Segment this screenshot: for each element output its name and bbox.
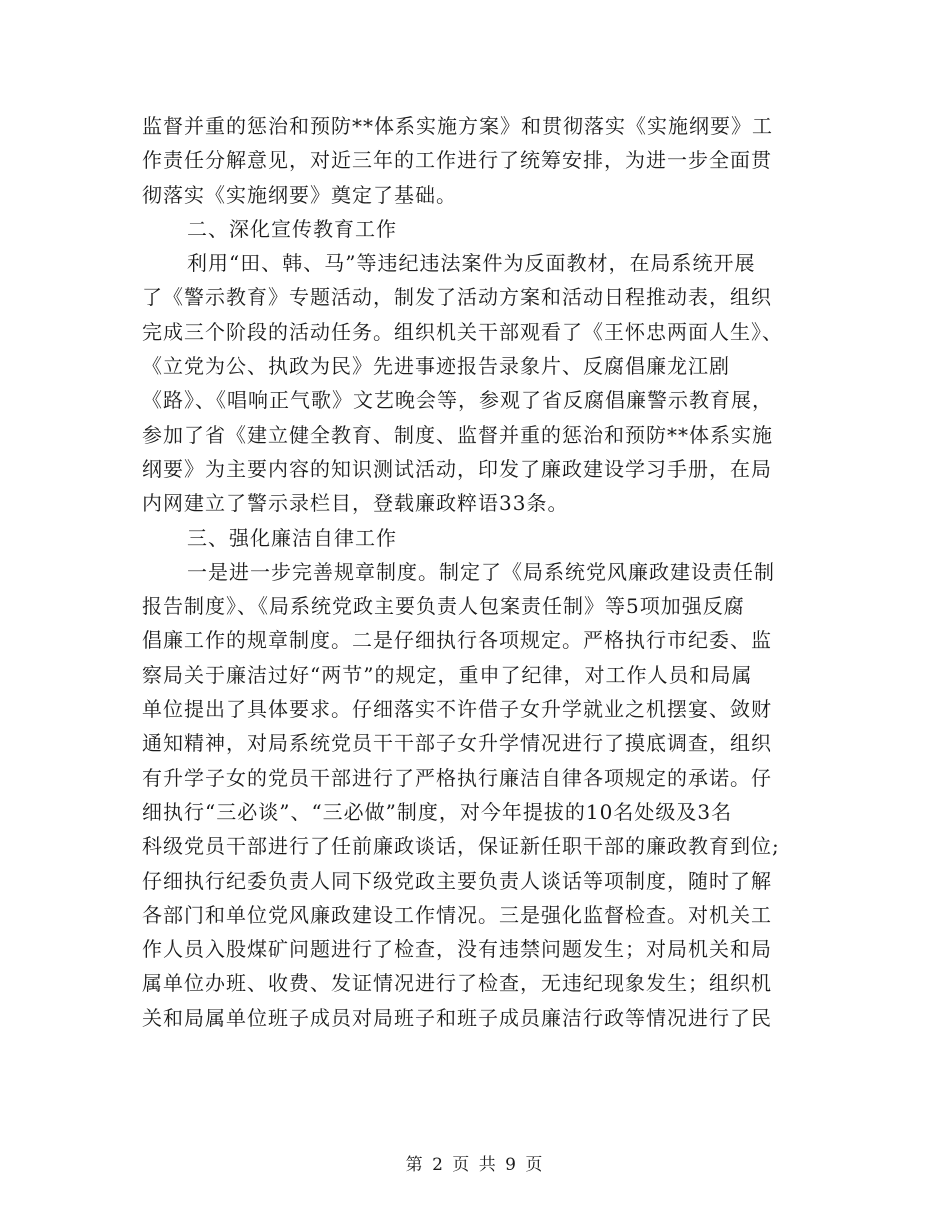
paragraph-line: 报告制度》、《局系统党政主要负责人包案责任制》等5项加强反腐 bbox=[142, 594, 745, 619]
paragraph-line: 倡廉工作的规章制度。二是仔细执行各项规定。严格执行市纪委、监 bbox=[142, 628, 772, 653]
paragraph-line-indented: 利用“田、韩、马”等违纪违法案件为反面教材，在局系统开展 bbox=[187, 251, 756, 276]
paragraph-line: 察局关于廉洁过好“两节”的规定，重申了纪律，对工作人员和局属 bbox=[142, 662, 753, 687]
paragraph-line: 属单位办班、收费、发证情况进行了检查，无违纪现象发生；组织机 bbox=[142, 971, 772, 996]
paragraph-line: 细执行“三必谈”、“三必做”制度，对今年提拔的10名处级及3名 bbox=[142, 799, 733, 824]
paragraph-line: 各部门和单位党风廉政建设工作情况。三是强化监督检查。对机关工 bbox=[142, 902, 772, 927]
paragraph-line: 了《警示教育》专题活动，制发了活动方案和活动日程推动表，组织 bbox=[142, 285, 772, 310]
paragraph-line: 作责任分解意见，对近三年的工作进行了统筹安排，为进一步全面贯 bbox=[142, 148, 772, 173]
paragraph-line: 纲要》为主要内容的知识测试活动，印发了廉政建设学习手册，在局 bbox=[142, 456, 772, 481]
paragraph-line: 《路》、《唱响正气歌》文艺晚会等，参观了省反腐倡廉警示教育展， bbox=[142, 388, 773, 413]
document-body bbox=[142, 109, 804, 1035]
paragraph-line-indented: 二、深化宣传教育工作 bbox=[187, 216, 397, 241]
paragraph-line: 《立党为公、执政为民》先进事迹报告录象片、反腐倡廉龙江剧 bbox=[142, 354, 730, 379]
paragraph-line: 关和局属单位班子成员对局班子和班子成员廉洁行政等情况进行了民 bbox=[142, 1005, 772, 1030]
paragraph-line: 内网建立了警示录栏目，登载廉政粹语33条。 bbox=[142, 491, 569, 516]
paragraph-line-indented: 三、强化廉洁自律工作 bbox=[187, 525, 397, 550]
paragraph-line: 单位提出了具体要求。仔细落实不许借子女升学就业之机摆宴、敛财 bbox=[142, 697, 772, 722]
paragraph-line: 参加了省《建立健全教育、制度、监督并重的惩治和预防**体系实施 bbox=[142, 422, 773, 447]
paragraph-line: 完成三个阶段的活动任务。组织机关干部观看了《王怀忠两面人生》、 bbox=[142, 319, 783, 344]
paragraph-line: 作人员入股煤矿问题进行了检查，没有违禁问题发生；对局机关和局 bbox=[142, 937, 772, 962]
paragraph-line: 监督并重的惩治和预防**体系实施方案》和贯彻落实《实施纲要》工 bbox=[142, 114, 773, 138]
paragraph-line: 仔细执行纪委负责人同下级党政主要负责人谈话等项制度，随时了解 bbox=[142, 868, 772, 893]
paragraph-line: 彻落实《实施纲要》奠定了基础。 bbox=[142, 182, 457, 207]
page-footer: 第 2 页 共 9 页 bbox=[405, 1155, 545, 1175]
paragraph-line: 有升学子女的党员干部进行了严格执行廉洁自律各项规定的承诺。仔 bbox=[142, 765, 772, 790]
paragraph-line-indented: 一是进一步完善规章制度。制定了《局系统党风廉政建设责任制 bbox=[187, 559, 775, 584]
paragraph-line: 通知精神，对局系统党员干干部子女升学情况进行了摸底调查，组织 bbox=[142, 731, 772, 756]
paragraph-line: 科级党员干部进行了任前廉政谈话，保证新任职干部的廉政教育到位; bbox=[142, 834, 780, 859]
